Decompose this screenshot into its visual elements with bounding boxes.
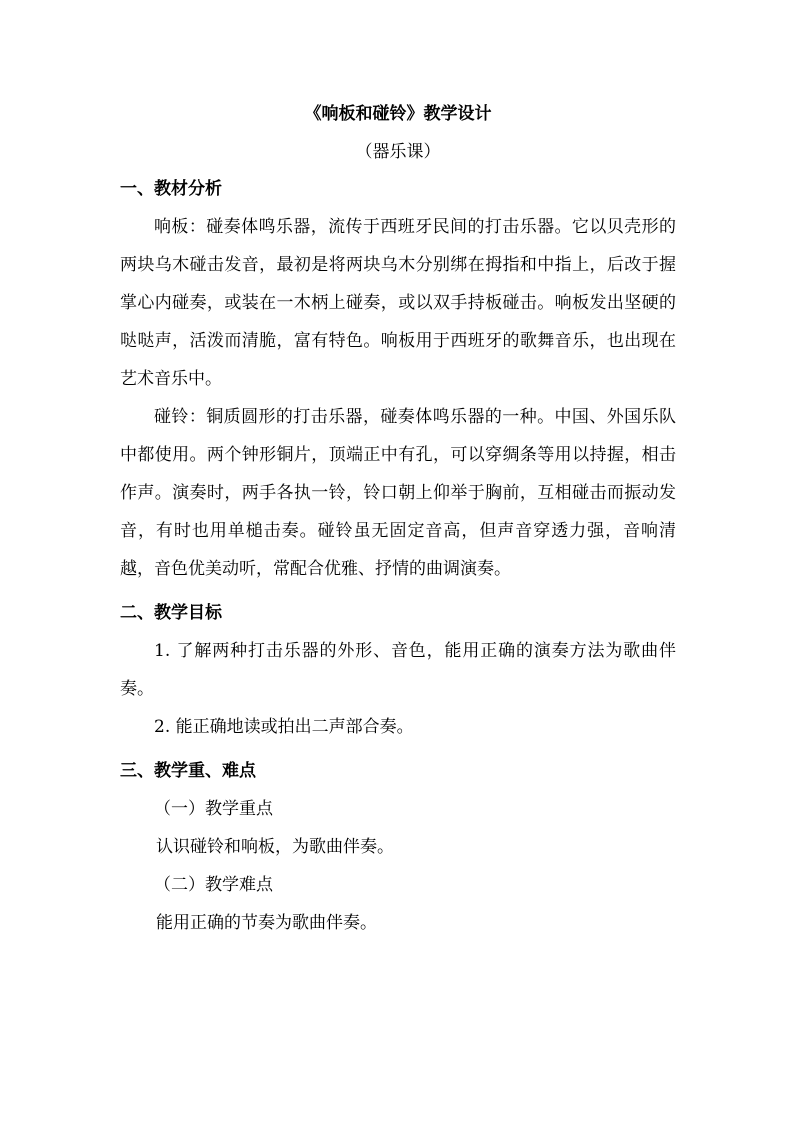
- goal-item-2: 2. 能正确地读或拍出二声部合奏。: [154, 717, 414, 737]
- document-subtitle: （器乐课）: [355, 142, 441, 162]
- sub-heading-focus: （一）教学重点: [154, 799, 273, 819]
- section-heading-analysis: 一、教材分析: [120, 179, 222, 199]
- paragraph-castanets: 响板：碰奏体鸣乐器，流传于西班牙民间的打击乐器。它以贝壳形的两块乌木碰击发音，最初是将两块乌木分别绑在拇指和中指上，后改于握掌心内碰奏，或装在一木柄上碰奏，或以双手持板碰击。响板发出坚硬的哒哒声，活泼而清脆，富有特色。响板用于西班牙的歌舞音乐，也出现在艺术音乐中。: [120, 217, 676, 389]
- difficulty-text: 能用正确的节奏为歌曲伴奏。: [156, 913, 377, 933]
- focus-text: 认识碰铃和响板，为歌曲伴奏。: [156, 837, 394, 857]
- section-heading-goals: 二、教学目标: [120, 603, 222, 623]
- section-heading-key-points: 三、教学重、难点: [120, 761, 256, 781]
- document-title: 《响板和碰铃》教学设计: [304, 104, 492, 124]
- goal-item-1: 1. 了解两种打击乐器的外形、音色，能用正确的演奏方法为歌曲伴奏。: [120, 641, 676, 699]
- paragraph-bells: 碰铃：铜质圆形的打击乐器，碰奏体鸣乐器的一种。中国、外国乐队中都使用。两个钟形铜片，顶端正中有孔，可以穿绸条等用以持握，相击作声。演奏时，两手各执一铃，铃口朝上仰举于胸前，互相碰击而振动发音，有时也用单槌击奏。碰铃虽无固定音高，但声音穿透力强，音响清越，音色优美动听，常配合优雅、抒情的曲调演奏。: [120, 407, 676, 579]
- sub-heading-difficulty: （二）教学难点: [154, 875, 273, 895]
